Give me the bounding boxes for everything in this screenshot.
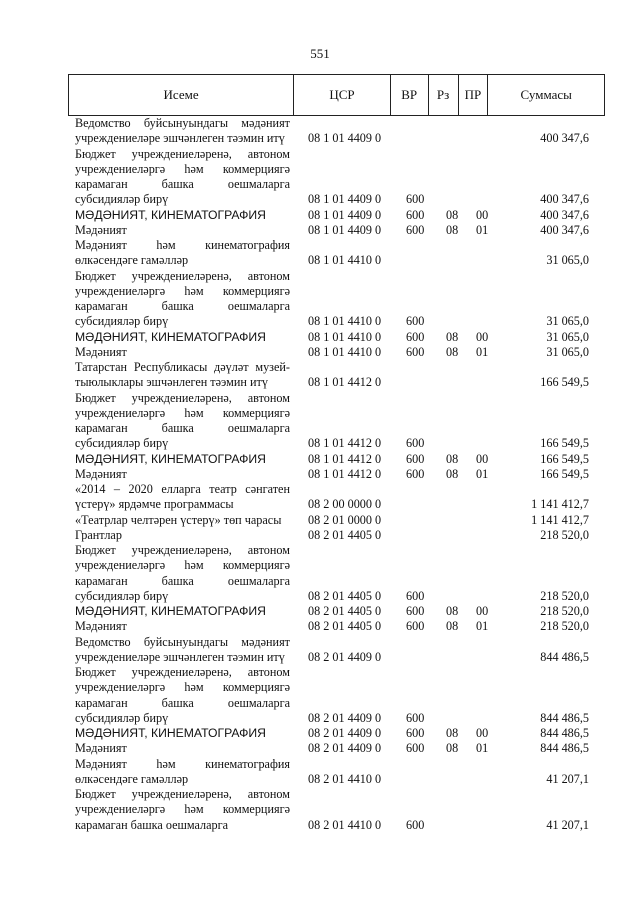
table-row bbox=[0, 391, 640, 452]
table-row bbox=[0, 528, 640, 543]
row-name bbox=[75, 513, 290, 528]
row-name-line: Бюджет учреждениеләренә, автоном bbox=[75, 390, 290, 405]
row-pr: 01 bbox=[476, 344, 489, 359]
row-rz: 08 bbox=[446, 329, 459, 344]
row-name-line: карамаган башка оешмаларга bbox=[75, 573, 290, 588]
table-row bbox=[0, 635, 640, 666]
table-row bbox=[0, 467, 640, 482]
table-row bbox=[0, 452, 640, 467]
row-sum: 166 549,5 bbox=[540, 436, 589, 451]
table-row bbox=[0, 238, 640, 269]
row-name-line: Бюджет учреждениеләренә, автоном bbox=[75, 543, 290, 557]
row-name bbox=[75, 391, 290, 452]
table-row bbox=[0, 208, 640, 223]
table-row bbox=[0, 787, 640, 833]
row-csr: 08 1 01 4409 0 bbox=[308, 222, 382, 237]
row-csr: 08 1 01 4410 0 bbox=[308, 314, 382, 329]
row-rz: 08 bbox=[446, 451, 459, 466]
row-name bbox=[75, 543, 290, 604]
row-vr: 600 bbox=[406, 726, 425, 740]
row-name-line: Грантлар bbox=[75, 527, 122, 542]
table-row bbox=[0, 330, 640, 345]
row-name bbox=[75, 238, 290, 269]
row-name bbox=[75, 604, 290, 619]
row-sum: 31 065,0 bbox=[546, 329, 589, 344]
table-row bbox=[0, 757, 640, 788]
row-name-line: учреждениеләргә һәм коммерциягә bbox=[75, 405, 290, 420]
row-name-line: учреждениеләре эшчәнлеген тәэмин итү bbox=[75, 131, 285, 146]
row-name-line: учреждениеләргә һәм коммерциягә bbox=[75, 802, 290, 817]
row-name-line: Татарстан Республикасы дәүләт музей- bbox=[75, 360, 290, 374]
row-sum: 166 549,5 bbox=[540, 451, 589, 466]
table-row bbox=[0, 543, 640, 604]
row-csr: 08 1 01 4412 0 bbox=[308, 375, 382, 390]
row-vr: 600 bbox=[406, 436, 425, 451]
row-csr: 08 2 01 4409 0 bbox=[308, 649, 382, 664]
row-sum: 844 486,5 bbox=[540, 649, 589, 664]
row-csr: 08 1 01 4412 0 bbox=[308, 436, 382, 451]
row-vr: 600 bbox=[406, 222, 425, 237]
row-pr: 00 bbox=[476, 451, 489, 466]
table-header bbox=[68, 74, 605, 116]
row-csr: 08 1 01 4412 0 bbox=[308, 451, 382, 466]
row-name-line: МӘДӘНИЯТ, КИНЕМАТОГРАФИЯ bbox=[75, 726, 266, 740]
row-name-line: Мәдәният bbox=[75, 344, 127, 359]
row-csr: 08 1 01 4410 0 bbox=[308, 329, 382, 344]
row-name-line: карамаган башка оешмаларга bbox=[75, 299, 290, 313]
row-csr: 08 1 01 4409 0 bbox=[308, 207, 382, 222]
row-name-line: Мәдәният bbox=[75, 222, 127, 237]
row-name-line: учреждениеләре эшчәнлеген тәэмин итү bbox=[75, 649, 285, 664]
row-name-line: субсидияләр бирү bbox=[75, 314, 169, 329]
row-name-line: Бюджет учреждениеләренә, автоном bbox=[75, 146, 290, 161]
row-vr: 600 bbox=[406, 604, 425, 618]
row-vr: 600 bbox=[406, 817, 425, 832]
row-sum: 400 347,6 bbox=[540, 207, 589, 222]
table-row bbox=[0, 147, 640, 208]
row-name-line: МӘДӘНИЯТ, КИНЕМАТОГРАФИЯ bbox=[75, 451, 266, 466]
row-name-line: «2014 – 2020 елларга театр сәнгатен bbox=[75, 482, 290, 496]
row-vr: 600 bbox=[406, 344, 425, 359]
row-vr: 600 bbox=[406, 588, 425, 603]
row-name bbox=[75, 208, 290, 223]
row-name bbox=[75, 467, 290, 482]
row-vr: 600 bbox=[406, 207, 425, 222]
row-name-line: карамаган башка оешмаларга bbox=[75, 695, 290, 710]
row-csr: 08 2 01 4410 0 bbox=[308, 817, 382, 832]
header-name: Исеме bbox=[69, 75, 294, 115]
row-csr: 08 1 01 4412 0 bbox=[308, 466, 382, 481]
row-pr: 00 bbox=[476, 207, 489, 222]
row-rz: 08 bbox=[446, 466, 459, 481]
row-pr: 00 bbox=[476, 604, 489, 618]
row-sum: 1 141 412,7 bbox=[531, 512, 589, 527]
row-vr: 600 bbox=[406, 710, 425, 725]
row-name-line: Мәдәният bbox=[75, 741, 127, 756]
row-rz: 08 bbox=[446, 741, 459, 756]
row-vr: 600 bbox=[406, 741, 425, 756]
row-name bbox=[75, 726, 290, 741]
row-name-line: учреждениеләргә һәм коммерциягә bbox=[75, 161, 290, 176]
table-row bbox=[0, 726, 640, 741]
row-sum: 166 549,5 bbox=[540, 375, 589, 390]
row-name-line: МӘДӘНИЯТ, КИНЕМАТОГРАФИЯ bbox=[75, 604, 266, 618]
row-rz: 08 bbox=[446, 619, 459, 634]
row-name bbox=[75, 528, 290, 543]
row-csr: 08 2 01 0000 0 bbox=[308, 512, 382, 527]
row-name bbox=[75, 269, 290, 330]
row-csr: 08 2 00 0000 0 bbox=[308, 497, 382, 512]
row-csr: 08 2 01 4405 0 bbox=[308, 527, 382, 542]
row-sum: 844 486,5 bbox=[540, 741, 589, 756]
row-sum: 400 347,6 bbox=[540, 131, 589, 146]
table-row bbox=[0, 482, 640, 513]
row-name-line: Мәдәният bbox=[75, 619, 127, 634]
row-name-line: субсидияләр бирү bbox=[75, 588, 169, 603]
row-name bbox=[75, 741, 290, 756]
row-sum: 31 065,0 bbox=[546, 344, 589, 359]
table-row bbox=[0, 223, 640, 238]
row-sum: 41 207,1 bbox=[546, 771, 589, 786]
row-name-line: Ведомство буйсынуындагы мәдәният bbox=[75, 634, 290, 649]
row-name-line: учреждениеләргә һәм коммерциягә bbox=[75, 283, 290, 298]
row-csr: 08 2 01 4405 0 bbox=[308, 588, 382, 603]
row-vr: 600 bbox=[406, 466, 425, 481]
row-name bbox=[75, 116, 290, 147]
row-name bbox=[75, 147, 290, 208]
row-csr: 08 2 01 4405 0 bbox=[308, 604, 382, 618]
row-name-line: Бюджет учреждениеләренә, автоном bbox=[75, 268, 290, 283]
row-pr: 01 bbox=[476, 466, 489, 481]
header-rz: Рз bbox=[429, 75, 459, 115]
row-name-line: субсидияләр бирү bbox=[75, 710, 169, 725]
row-name-line: өлкәсендәге гамәлләр bbox=[75, 771, 189, 786]
header-pr: ПР bbox=[459, 75, 489, 115]
row-name-line: тыюлыклары эшчәнлеген тәэмин итү bbox=[75, 375, 268, 390]
row-name-line: карамаган башка оешмаларга bbox=[75, 421, 290, 435]
row-name-line: Мәдәният bbox=[75, 466, 127, 481]
row-csr: 08 2 01 4409 0 bbox=[308, 741, 382, 756]
row-name bbox=[75, 787, 290, 833]
row-name-line: «Театрлар челтәрен үстерү» төп чарасы bbox=[75, 512, 282, 527]
row-name bbox=[75, 223, 290, 238]
row-name bbox=[75, 619, 290, 634]
row-name bbox=[75, 345, 290, 360]
row-name-line: Бюджет учреждениеләренә, автоном bbox=[75, 665, 290, 679]
row-sum: 31 065,0 bbox=[546, 253, 589, 268]
row-vr: 600 bbox=[406, 451, 425, 466]
row-pr: 00 bbox=[476, 329, 489, 344]
row-name bbox=[75, 330, 290, 345]
row-sum: 218 520,0 bbox=[540, 604, 589, 618]
table-row bbox=[0, 269, 640, 330]
row-name-line: карамаган башка оешмаларга bbox=[75, 177, 290, 191]
table-row bbox=[0, 604, 640, 619]
row-csr: 08 2 01 4405 0 bbox=[308, 619, 382, 634]
row-name bbox=[75, 635, 290, 666]
row-pr: 01 bbox=[476, 619, 489, 634]
row-rz: 08 bbox=[446, 604, 459, 618]
row-name-line: Мәдәният һәм кинематография bbox=[75, 756, 290, 771]
table-row bbox=[0, 513, 640, 528]
row-name-line: МӘДӘНИЯТ, КИНЕМАТОГРАФИЯ bbox=[75, 329, 266, 344]
row-name-line: Мәдәният һәм кинематография bbox=[75, 238, 290, 252]
row-rz: 08 bbox=[446, 207, 459, 222]
row-name-line: субсидияләр бирү bbox=[75, 436, 169, 451]
row-name-line: Ведомство буйсынуындагы мәдәният bbox=[75, 116, 290, 130]
header-vr: ВР bbox=[391, 75, 429, 115]
row-csr: 08 2 01 4410 0 bbox=[308, 771, 382, 786]
row-sum: 31 065,0 bbox=[546, 314, 589, 329]
row-sum: 166 549,5 bbox=[540, 466, 589, 481]
row-vr: 600 bbox=[406, 619, 425, 634]
row-vr: 600 bbox=[406, 329, 425, 344]
row-pr: 01 bbox=[476, 222, 489, 237]
table-row bbox=[0, 116, 640, 147]
row-name-line: МӘДӘНИЯТ, КИНЕМАТОГРАФИЯ bbox=[75, 207, 266, 222]
table-body bbox=[0, 116, 640, 833]
row-name bbox=[75, 665, 290, 726]
row-sum: 400 347,6 bbox=[540, 192, 589, 207]
table-row bbox=[0, 665, 640, 726]
row-rz: 08 bbox=[446, 726, 459, 740]
row-rz: 08 bbox=[446, 344, 459, 359]
table-row bbox=[0, 360, 640, 391]
row-sum: 1 141 412,7 bbox=[531, 497, 589, 512]
header-csr: ЦСР bbox=[294, 75, 391, 115]
row-name-line: Бюджет учреждениеләренә, автоном bbox=[75, 787, 290, 801]
row-csr: 08 1 01 4410 0 bbox=[308, 253, 382, 268]
row-sum: 844 486,5 bbox=[540, 726, 589, 740]
row-csr: 08 1 01 4409 0 bbox=[308, 131, 382, 146]
row-name bbox=[75, 482, 290, 513]
row-vr: 600 bbox=[406, 192, 425, 207]
row-sum: 41 207,1 bbox=[546, 817, 589, 832]
header-sum: Суммасы bbox=[520, 87, 572, 102]
row-vr: 600 bbox=[406, 314, 425, 329]
row-name-line: өлкәсендәге гамәлләр bbox=[75, 253, 189, 268]
row-sum: 400 347,6 bbox=[540, 222, 589, 237]
row-rz: 08 bbox=[446, 222, 459, 237]
table-row bbox=[0, 619, 640, 634]
row-sum: 218 520,0 bbox=[540, 527, 589, 542]
row-sum: 218 520,0 bbox=[540, 619, 589, 634]
row-name-line: учреждениеләргә һәм коммерциягә bbox=[75, 558, 290, 573]
row-name-line: учреждениеләргә һәм коммерциягә bbox=[75, 680, 290, 695]
row-csr: 08 2 01 4409 0 bbox=[308, 710, 382, 725]
row-name-line: субсидияләр бирү bbox=[75, 192, 169, 207]
table-row bbox=[0, 345, 640, 360]
row-csr: 08 2 01 4409 0 bbox=[308, 726, 382, 740]
row-sum: 218 520,0 bbox=[540, 588, 589, 603]
row-name bbox=[75, 757, 290, 788]
table-row bbox=[0, 741, 640, 756]
row-name bbox=[75, 360, 290, 391]
row-name bbox=[75, 452, 290, 467]
row-sum: 844 486,5 bbox=[540, 710, 589, 725]
page-number: 551 bbox=[310, 46, 330, 61]
row-name-line: карамаган башка оешмаларга bbox=[75, 817, 229, 832]
row-csr: 08 1 01 4410 0 bbox=[308, 344, 382, 359]
row-pr: 00 bbox=[476, 726, 489, 740]
row-pr: 01 bbox=[476, 741, 489, 756]
row-csr: 08 1 01 4409 0 bbox=[308, 192, 382, 207]
row-name-line: үстерү» ярдәмче программасы bbox=[75, 497, 234, 512]
